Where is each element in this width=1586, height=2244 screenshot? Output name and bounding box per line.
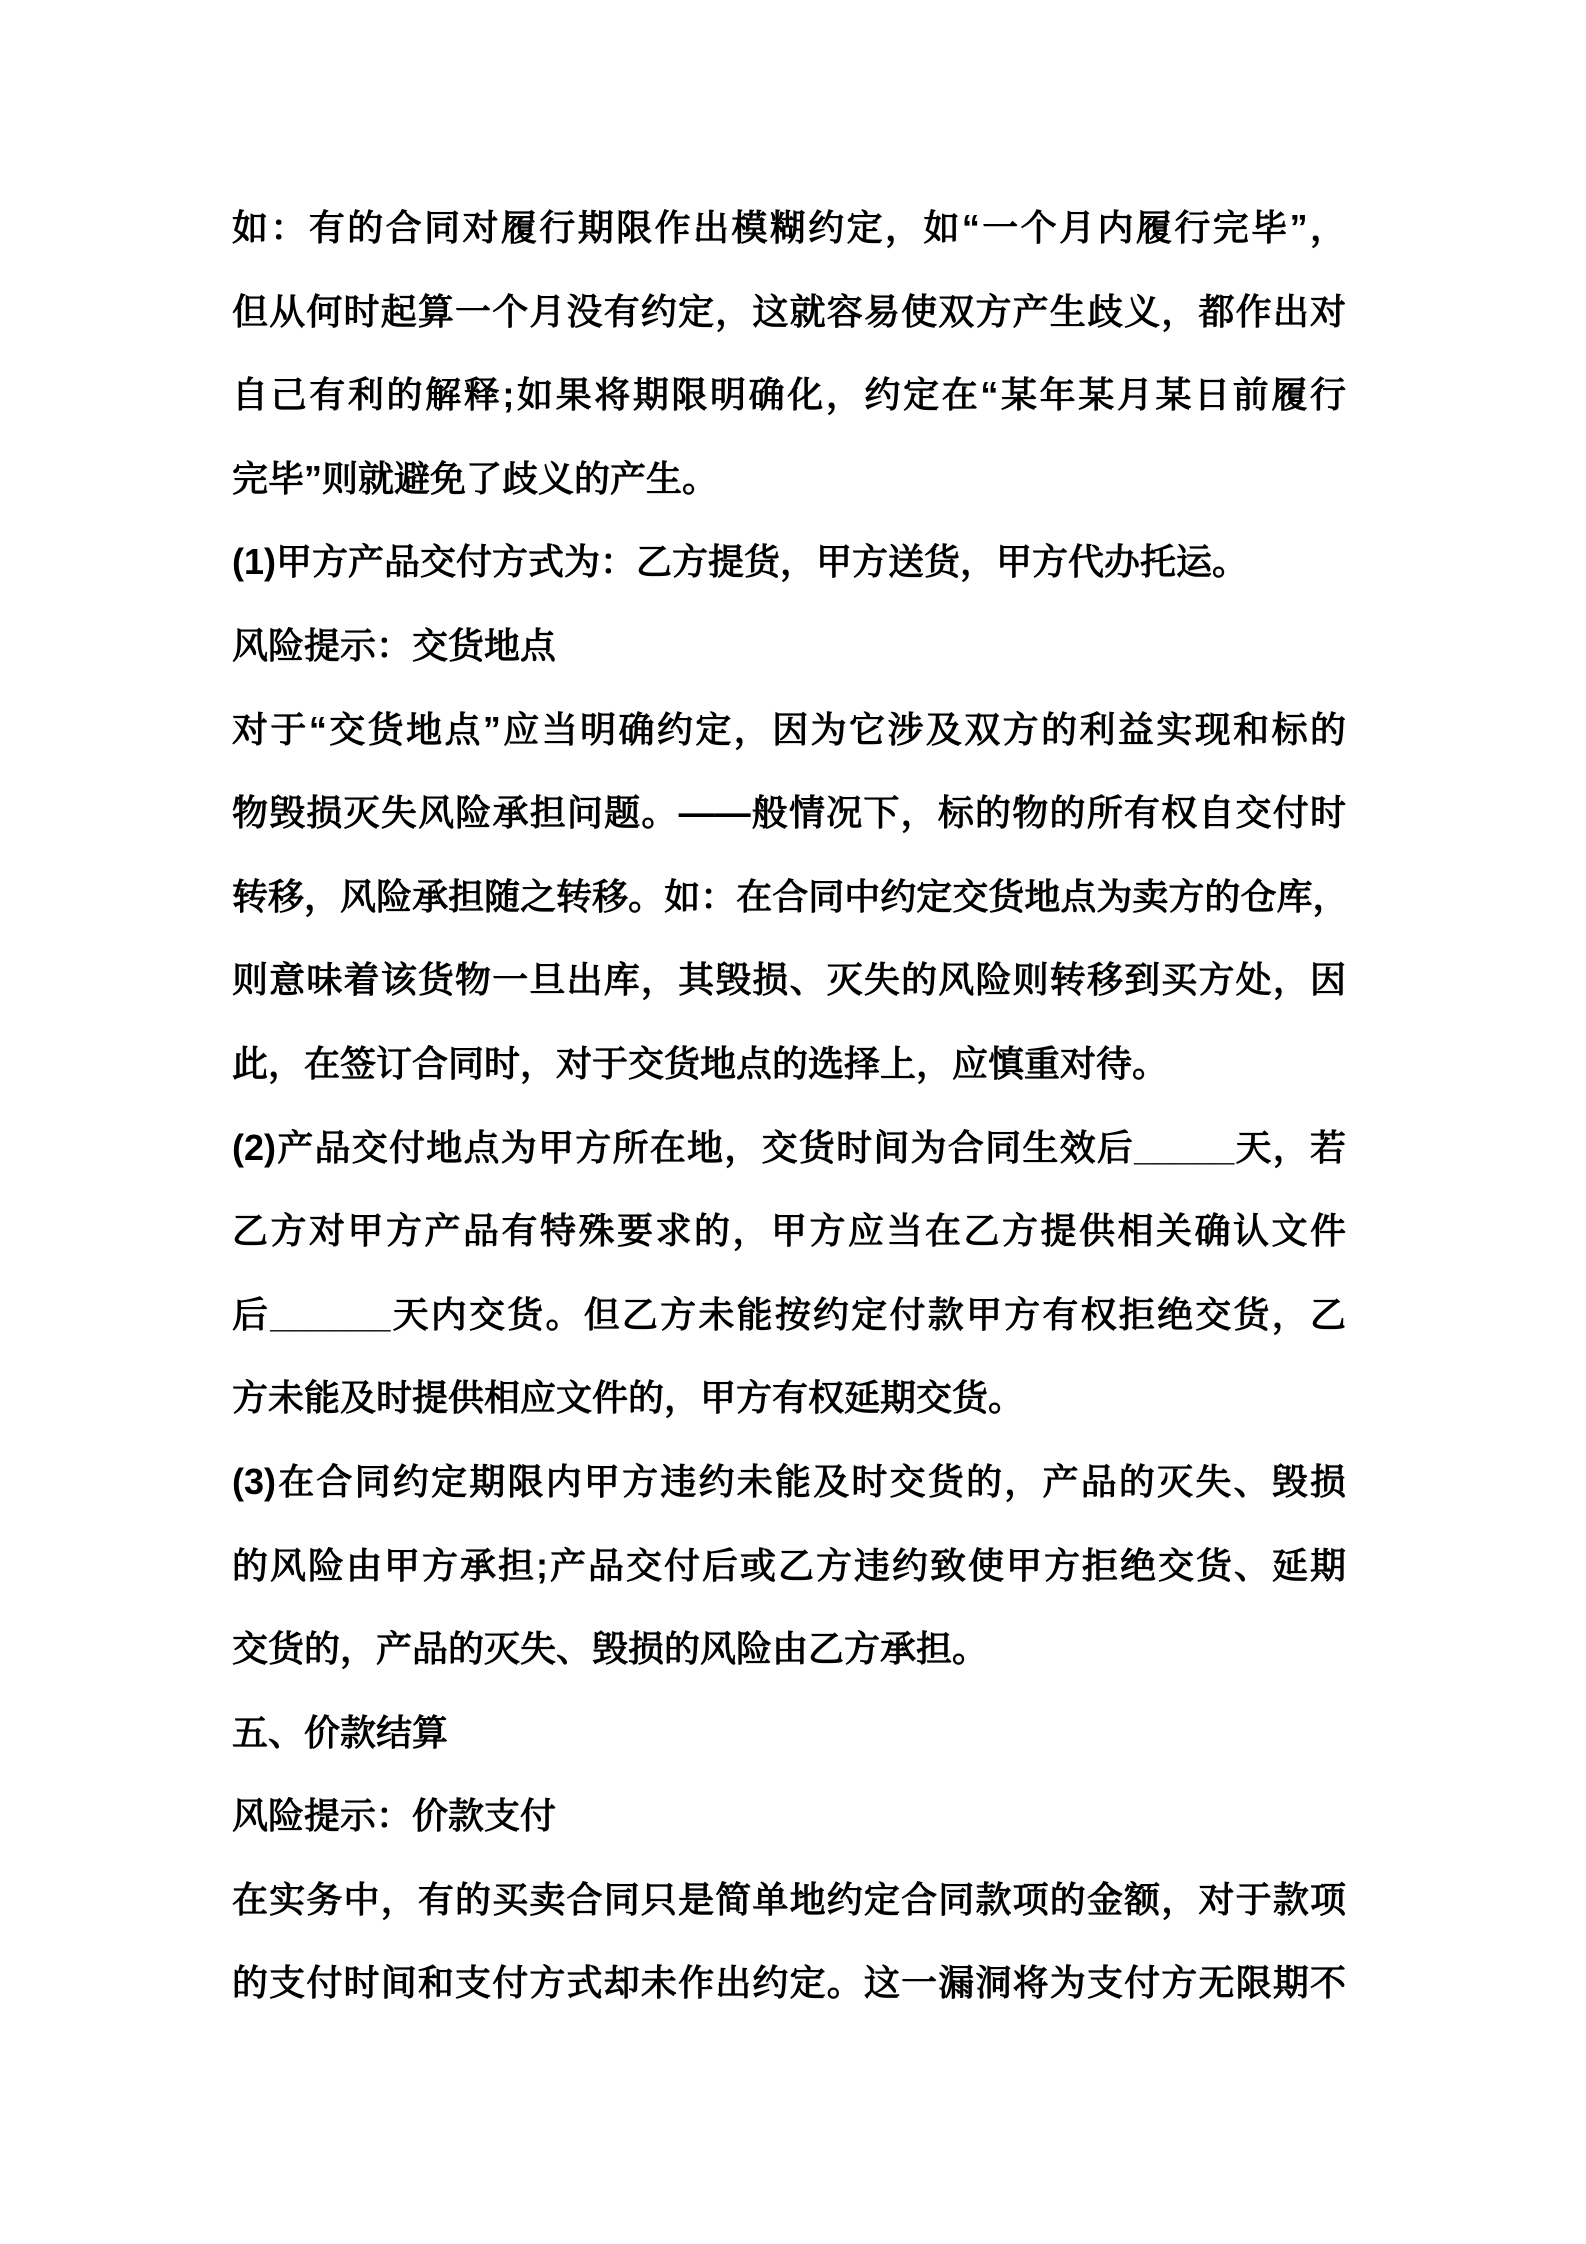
text-line: 转移，风险承担随之转移。如：在合同中约定交货地点为卖方的仓库， [232, 875, 1346, 917]
clause-line-2: (2)产品交付地点为甲方所在地，交货时间为合同生效后_____天，若 [232, 1126, 1346, 1168]
text-line: 的支付时间和支付方式却未作出约定。这一漏洞将为支付方无限期不 [232, 1962, 1346, 2004]
text-line: 乙方对甲方产品有特殊要求的，甲方应当在乙方提供相关确认文件 [232, 1210, 1346, 1252]
risk-note-line: 风险提示：价款支付 [232, 1795, 557, 1837]
text-line: 在实务中，有的买卖合同只是简单地约定合同款项的金额，对于款项 [232, 1878, 1346, 1920]
text-line: 交货的，产品的灭失、毁损的风险由乙方承担。 [232, 1628, 989, 1670]
text-line: 则意味着该货物一旦出库，其毁损、灭失的风险则转移到买方处，因 [232, 959, 1346, 1001]
clause-line-3: (3)在合同约定期限内甲方违约未能及时交货的，产品的灭失、毁损 [232, 1460, 1346, 1502]
text-line: 此，在签订合同时，对于交货地点的选择上，应慎重对待。 [232, 1042, 1169, 1084]
text-line: 自己有利的解释;如果将期限明确化，约定在“某年某月某日前履行 [232, 374, 1346, 416]
text-line: 但从何时起算一个月没有约定，这就容易使双方产生歧义，都作出对 [232, 290, 1346, 332]
document-page [232, 186, 1346, 2025]
text-line: 物毁损灭失风险承担问题。——般情况下，标的物的所有权自交付时 [232, 792, 1346, 834]
text-line: 完毕”则就避免了歧义的产生。 [232, 457, 719, 499]
section-heading-line: 五、价款结算 [232, 1711, 449, 1753]
text-line: 方未能及时提供相应文件的，甲方有权延期交货。 [232, 1377, 1025, 1419]
text-line: 后______天内交货。但乙方未能按约定付款甲方有权拒绝交货，乙 [232, 1293, 1346, 1335]
risk-note-line: 风险提示：交货地点 [232, 624, 557, 666]
clause-line-1: (1)甲方产品交付方式为：乙方提货，甲方送货，甲方代办托运。 [232, 541, 1248, 583]
text-line: 如：有的合同对履行期限作出模糊约定，如“一个月内履行完毕”， [232, 207, 1346, 248]
text-line: 的风险由甲方承担;产品交付后或乙方违约致使甲方拒绝交货、延期 [232, 1544, 1346, 1586]
text-line: 对于“交货地点”应当明确约定，因为它涉及双方的利益实现和标的 [232, 708, 1346, 750]
